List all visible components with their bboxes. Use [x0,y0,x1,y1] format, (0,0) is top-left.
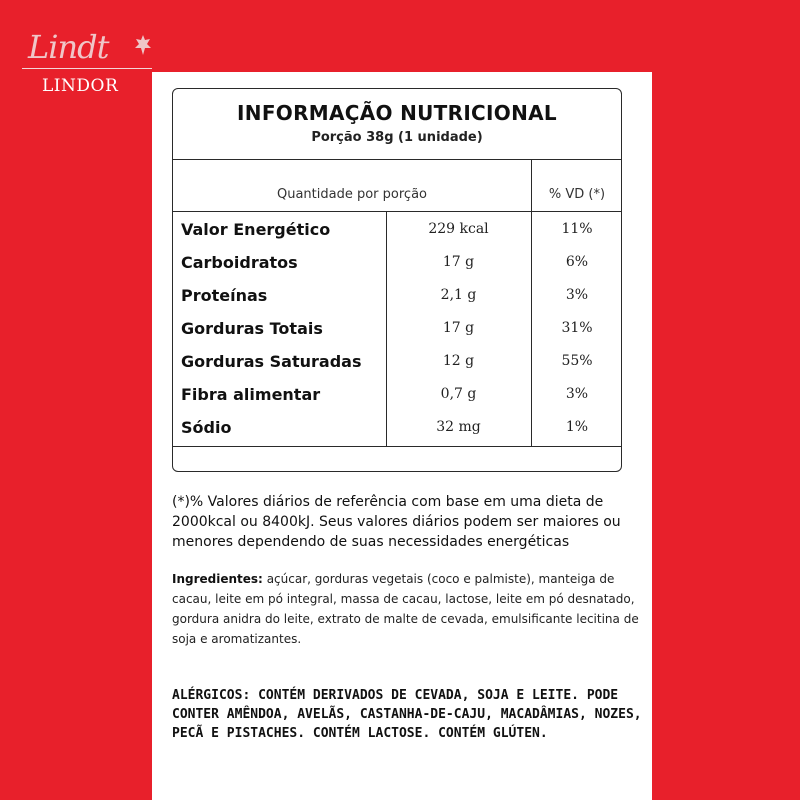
ingredients-label: Ingredientes: [172,572,263,586]
ingredients [172,569,642,649]
brand-divider [22,68,152,69]
header-daily-value: % VD (*) [548,187,606,202]
brand-script-logo: Lindt [28,28,109,66]
table-title: INFORMAÇÃO NUTRICIONAL [237,101,557,125]
nutrient-daily-value: 3% [565,287,589,303]
divider [173,159,621,160]
nutrient-row [173,215,621,248]
nutrient-daily-value: 31% [561,320,593,336]
divider [173,211,621,212]
divider [173,446,621,447]
nutrient-daily-value: 55% [561,353,593,369]
nutrient-quantity: 0,7 g [440,386,477,402]
nutrient-name: Fibra alimentar [181,385,321,404]
crest-icon [134,34,152,56]
ingredients-text: açúcar, gorduras vegetais (coco e palmiste), manteiga de cacau, leite em pó integral, massa de cacau, lactose, leite em pó desnatado, gordura anidra do leite, extrato de malte de cevada, emulsificante lecitina de soja e aromatizantes. [172,572,639,646]
nutrient-name: Carboidratos [181,253,298,272]
nutrient-row [173,347,621,380]
portion-size: Porção 38g (1 unidade) [311,130,483,145]
nutrient-row [173,281,621,314]
nutrient-quantity: 32 mg [436,419,481,435]
nutrient-name: Valor Energético [181,220,331,239]
nutrient-name: Sódio [181,418,232,437]
daily-value-footnote: (*)% Valores diários de referência com base em uma dieta de 2000kcal ou 8400kJ. Seus valores diários podem ser maiores ou menores dependendo de suas necessidades energéticas [172,494,621,550]
nutrient-quantity: 17 g [442,320,475,336]
nutrient-quantity: 12 g [442,353,475,369]
nutrient-name: Gorduras Saturadas [181,352,362,371]
nutrition-table [172,88,622,472]
nutrient-row [173,314,621,347]
nutrient-daily-value: 1% [565,419,589,435]
nutrient-daily-value: 3% [565,386,589,402]
allergen-warning: ALÉRGICOS: CONTÉM DERIVADOS DE CEVADA, SOJA E LEITE. PODE CONTER AMÊNDOA, AVELÃS, CASTANHA-DE-CAJU, MACADÂMIAS, NOZES, PECÃ E PISTACHES. CONTÉM LACTOSE. CONTÉM GLÚTEN. [172,688,642,741]
nutrient-row [173,248,621,281]
label-card [152,72,652,800]
nutrient-quantity: 229 kcal [428,221,489,237]
brand-logo [22,24,152,102]
nutrient-quantity: 2,1 g [440,287,477,303]
nutrient-quantity: 17 g [442,254,475,270]
nutrient-daily-value: 11% [561,221,593,237]
nutrient-name: Proteínas [181,286,268,305]
brand-name: LINDOR [42,76,119,96]
nutrient-row [173,380,621,413]
nutrient-name: Gorduras Totais [181,319,323,338]
nutrient-daily-value: 6% [565,254,589,270]
nutrient-row [173,413,621,446]
header-quantity: Quantidade por porção [276,187,427,202]
